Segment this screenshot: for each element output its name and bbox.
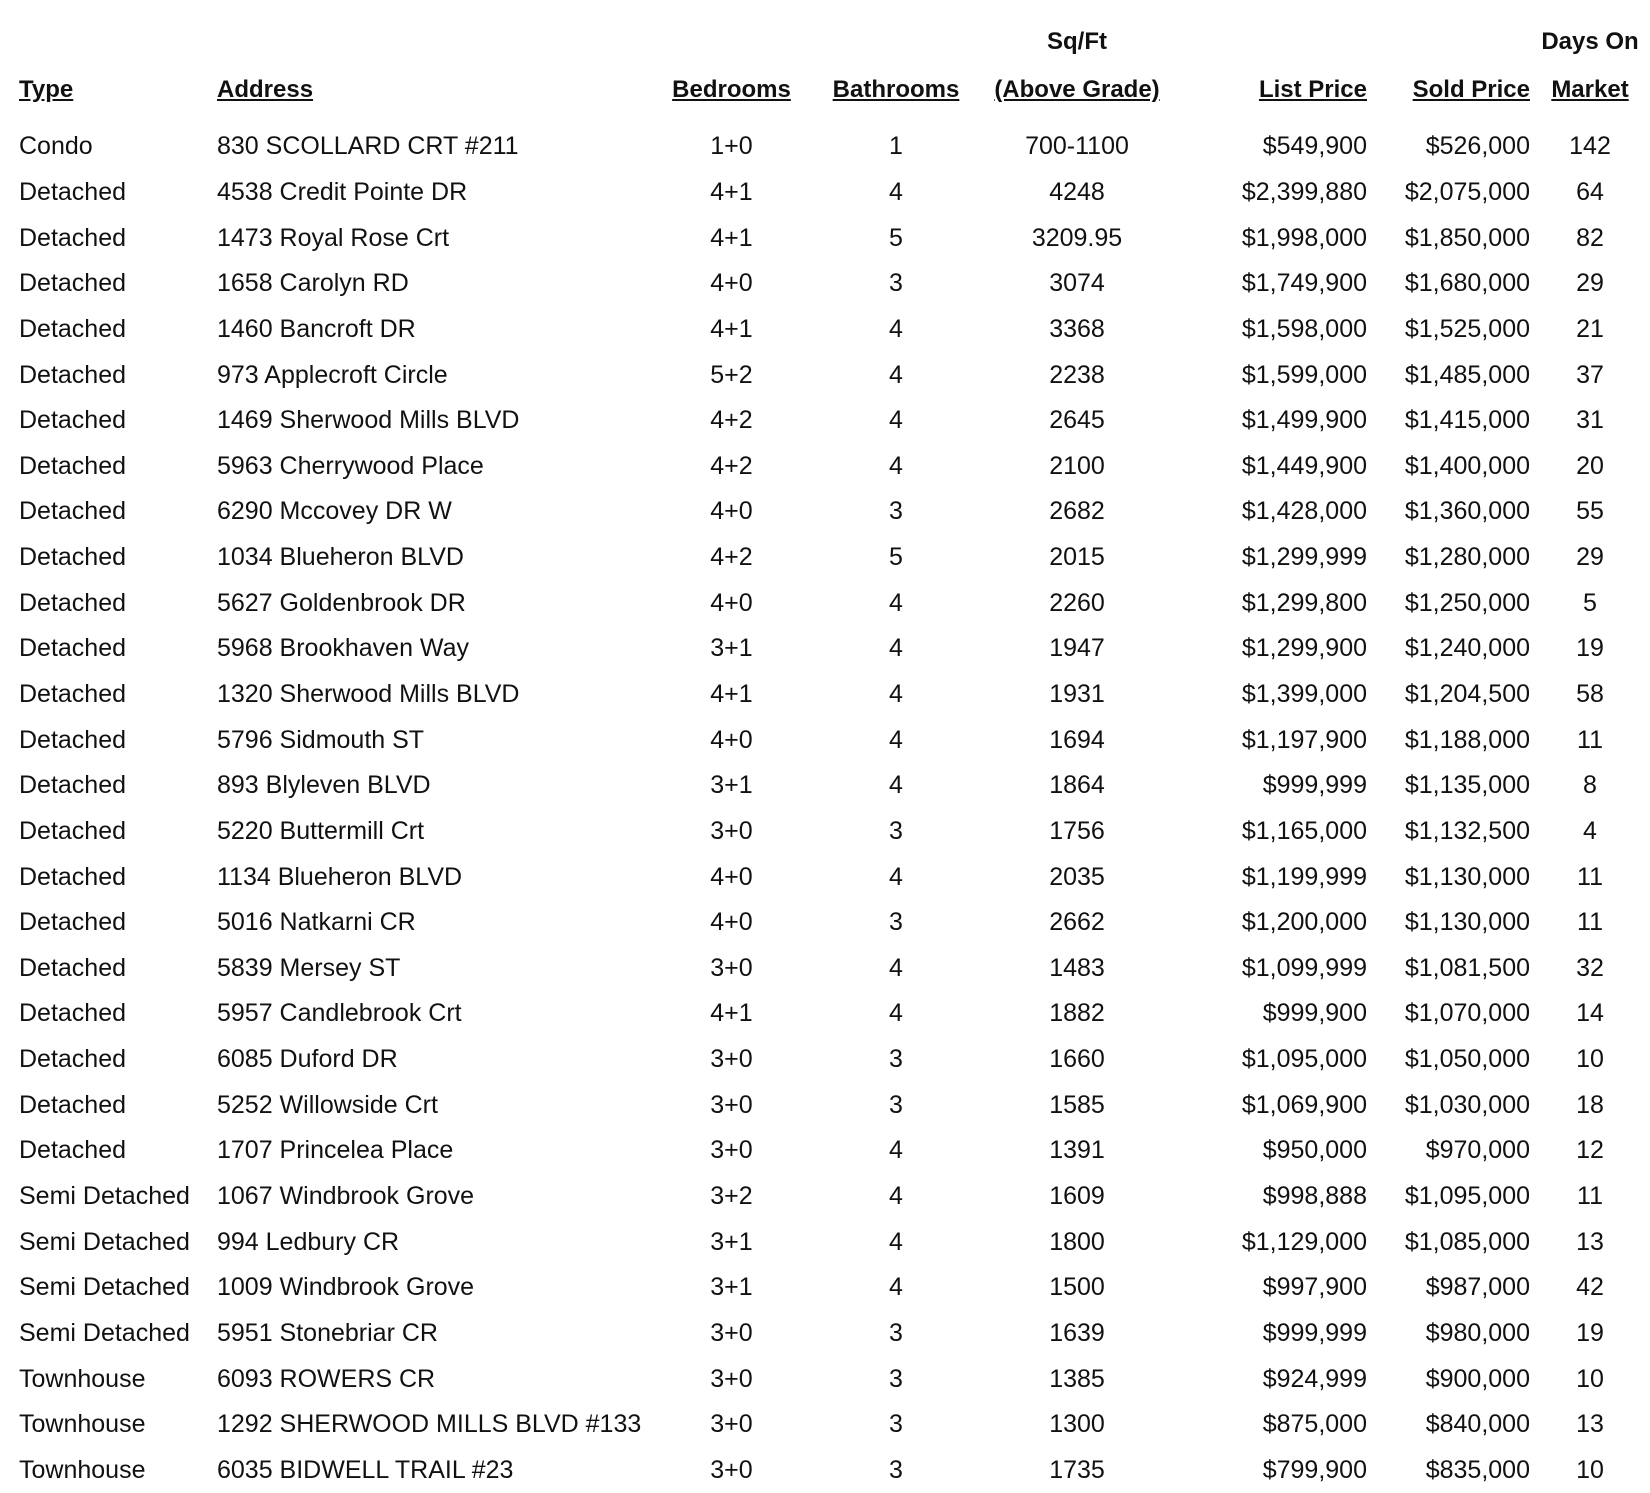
- cell-address: 1134 Blueheron BLVD: [217, 862, 463, 891]
- cell-list-price: $549,900: [1262, 132, 1367, 161]
- cell-days-on-market: 11: [1577, 725, 1603, 754]
- cell-type: Detached: [19, 177, 127, 206]
- cell-bedrooms: 5+2: [710, 360, 753, 389]
- cell-sqft: 1385: [1049, 1364, 1105, 1393]
- table-row: [0, 1174, 1650, 1220]
- header-address: Address: [217, 76, 314, 103]
- cell-sqft: 2015: [1049, 543, 1105, 572]
- cell-bedrooms: 4+1: [710, 223, 753, 252]
- cell-sold-price: $980,000: [1425, 1318, 1530, 1347]
- cell-address: 5839 Mersey ST: [217, 953, 401, 982]
- cell-sqft: 2260: [1049, 588, 1105, 617]
- cell-list-price: $1,069,900: [1241, 1090, 1367, 1119]
- table-row: [0, 946, 1650, 992]
- cell-sqft: 700-1100: [1025, 132, 1129, 161]
- cell-type: Condo: [19, 132, 93, 161]
- table-row: [0, 535, 1650, 581]
- cell-list-price: $1,299,900: [1241, 634, 1367, 663]
- cell-sold-price: $1,240,000: [1404, 634, 1530, 663]
- cell-bedrooms: 3+0: [710, 1455, 753, 1484]
- cell-list-price: $1,299,800: [1241, 588, 1367, 617]
- header-type: Type: [19, 76, 74, 103]
- cell-bathrooms: 3: [889, 1364, 903, 1393]
- cell-sold-price: $1,250,000: [1404, 588, 1530, 617]
- cell-sold-price: $1,360,000: [1404, 497, 1530, 526]
- cell-type: Detached: [19, 1045, 127, 1074]
- cell-sold-price: $1,085,000: [1404, 1227, 1530, 1256]
- cell-sold-price: $1,132,500: [1404, 816, 1530, 845]
- cell-list-price: $875,000: [1262, 1410, 1367, 1439]
- cell-bathrooms: 5: [889, 543, 903, 572]
- cell-type: Detached: [19, 269, 127, 298]
- cell-address: 5016 Natkarni CR: [217, 908, 416, 937]
- cell-sqft: 4248: [1049, 177, 1105, 206]
- cell-bathrooms: 4: [889, 999, 903, 1028]
- cell-sqft: 1483: [1049, 953, 1105, 982]
- cell-bathrooms: 3: [889, 1045, 903, 1074]
- cell-address: 973 Applecroft Circle: [217, 360, 448, 389]
- cell-bedrooms: 4+0: [710, 497, 753, 526]
- cell-type: Detached: [19, 908, 127, 937]
- cell-address: 4538 Credit Pointe DR: [217, 177, 468, 206]
- cell-type: Detached: [19, 451, 127, 480]
- cell-sold-price: $1,280,000: [1404, 543, 1530, 572]
- cell-bathrooms: 3: [889, 1455, 903, 1484]
- cell-bathrooms: 4: [889, 680, 903, 708]
- cell-type: Detached: [19, 816, 127, 845]
- table-row: [0, 717, 1650, 763]
- table-row: [0, 114, 1650, 170]
- cell-days-on-market: 42: [1576, 1273, 1604, 1302]
- cell-bathrooms: 4: [889, 451, 903, 480]
- table-row: [0, 626, 1650, 672]
- table-row: [0, 900, 1650, 946]
- cell-address: 893 Blyleven BLVD: [217, 771, 431, 800]
- cell-bathrooms: 4: [889, 406, 903, 435]
- cell-days-on-market: 142: [1569, 132, 1611, 161]
- header-row: [0, 18, 1650, 114]
- table-row: [0, 1402, 1650, 1448]
- cell-bedrooms: 1+0: [710, 132, 753, 161]
- table-row: [0, 854, 1650, 900]
- cell-bedrooms: 3+0: [710, 1318, 753, 1347]
- cell-sold-price: $900,000: [1425, 1364, 1530, 1393]
- table-row: [0, 261, 1650, 307]
- table-row: [0, 398, 1650, 444]
- cell-bathrooms: 4: [889, 314, 903, 343]
- cell-address: 1320 Sherwood Mills BLVD: [217, 680, 520, 708]
- cell-sold-price: $1,130,000: [1404, 908, 1530, 937]
- cell-type: Detached: [19, 680, 127, 708]
- cell-bedrooms: 4+2: [710, 406, 753, 435]
- cell-list-price: $999,900: [1262, 999, 1367, 1028]
- cell-days-on-market: 31: [1576, 406, 1604, 435]
- cell-sqft: 1694: [1049, 725, 1105, 754]
- cell-type: Semi Detached: [19, 1182, 190, 1211]
- cell-type: Townhouse: [19, 1410, 146, 1439]
- cell-list-price: $1,197,900: [1241, 725, 1367, 754]
- cell-bathrooms: 3: [889, 497, 903, 526]
- cell-type: Detached: [19, 360, 127, 389]
- cell-address: 5963 Cherrywood Place: [217, 451, 484, 480]
- cell-sqft: 1660: [1049, 1045, 1105, 1074]
- table-row: [0, 1128, 1650, 1174]
- cell-bedrooms: 3+0: [710, 1410, 753, 1439]
- cell-sqft: 1800: [1049, 1227, 1105, 1256]
- cell-type: Detached: [19, 634, 127, 663]
- cell-type: Detached: [19, 953, 127, 982]
- cell-list-price: $1,165,000: [1241, 816, 1367, 845]
- cell-days-on-market: 29: [1576, 543, 1604, 572]
- cell-list-price: $1,749,900: [1241, 269, 1367, 298]
- cell-bathrooms: 4: [889, 725, 903, 754]
- cell-days-on-market: 5: [1583, 588, 1597, 617]
- cell-address: 5968 Brookhaven Way: [217, 634, 470, 663]
- table-row: [0, 1311, 1650, 1357]
- cell-address: 994 Ledbury CR: [217, 1227, 400, 1256]
- cell-sqft: 1500: [1049, 1273, 1105, 1302]
- cell-bathrooms: 4: [889, 1273, 903, 1302]
- cell-address: 5627 Goldenbrook DR: [217, 588, 466, 617]
- cell-bedrooms: 4+0: [710, 588, 753, 617]
- cell-bathrooms: 1: [889, 132, 903, 161]
- cell-bedrooms: 4+1: [710, 177, 753, 206]
- cell-list-price: $1,499,900: [1241, 406, 1367, 435]
- table-row: [0, 352, 1650, 398]
- cell-sold-price: $840,000: [1425, 1410, 1530, 1439]
- table-row: [0, 1037, 1650, 1083]
- cell-days-on-market: 64: [1576, 177, 1604, 206]
- cell-type: Detached: [19, 862, 127, 891]
- cell-address: 5957 Candlebrook Crt: [217, 999, 462, 1028]
- cell-sold-price: $987,000: [1425, 1273, 1530, 1302]
- cell-list-price: $999,999: [1262, 771, 1367, 800]
- cell-bathrooms: 3: [889, 816, 903, 845]
- header-sqft: [978, 18, 1176, 114]
- cell-days-on-market: 21: [1576, 314, 1604, 343]
- cell-sold-price: $1,050,000: [1404, 1045, 1530, 1074]
- cell-days-on-market: 4: [1583, 816, 1597, 845]
- cell-bedrooms: 4+1: [710, 680, 753, 708]
- cell-sqft: 2682: [1049, 497, 1105, 526]
- cell-list-price: $1,095,000: [1241, 1045, 1367, 1074]
- cell-address: 5220 Buttermill Crt: [217, 816, 425, 845]
- cell-sold-price: $526,000: [1425, 132, 1530, 161]
- cell-address: 830 SCOLLARD CRT #211: [217, 132, 519, 161]
- cell-days-on-market: 58: [1576, 680, 1604, 708]
- cell-sold-price: $1,188,000: [1404, 725, 1530, 754]
- cell-bedrooms: 4+0: [710, 908, 753, 937]
- cell-bathrooms: 5: [889, 223, 903, 252]
- cell-list-price: $1,598,000: [1241, 314, 1367, 343]
- cell-list-price: $1,099,999: [1241, 953, 1367, 982]
- cell-days-on-market: 10: [1576, 1045, 1604, 1074]
- cell-days-on-market: 13: [1576, 1410, 1604, 1439]
- cell-sqft: 1947: [1049, 634, 1105, 663]
- cell-days-on-market: 8: [1583, 771, 1597, 800]
- cell-days-on-market: 20: [1576, 451, 1604, 480]
- cell-sold-price: $1,525,000: [1404, 314, 1530, 343]
- cell-address: 1460 Bancroft DR: [217, 314, 416, 343]
- cell-days-on-market: 29: [1576, 269, 1604, 298]
- cell-days-on-market: 19: [1576, 634, 1604, 663]
- cell-bedrooms: 4+2: [710, 451, 753, 480]
- cell-type: Detached: [19, 1136, 127, 1165]
- cell-sqft: 1864: [1049, 771, 1105, 800]
- cell-bedrooms: 4+0: [710, 862, 753, 891]
- table-row: [0, 1082, 1650, 1128]
- table-row: [0, 672, 1650, 718]
- cell-address: 6290 Mccovey DR W: [217, 497, 452, 526]
- cell-sold-price: $1,850,000: [1404, 223, 1530, 252]
- cell-type: Detached: [19, 543, 127, 572]
- table-row: [0, 1265, 1650, 1311]
- cell-type: Semi Detached: [19, 1227, 190, 1256]
- header-bedrooms: Bedrooms: [672, 76, 791, 103]
- cell-sold-price: $2,075,000: [1404, 177, 1530, 206]
- cell-days-on-market: 18: [1576, 1090, 1604, 1119]
- table-row: [0, 1356, 1650, 1402]
- header-list-price: List Price: [1258, 76, 1367, 103]
- cell-bedrooms: 3+1: [710, 1227, 753, 1256]
- cell-list-price: $1,428,000: [1241, 497, 1367, 526]
- cell-days-on-market: 14: [1576, 999, 1604, 1028]
- cell-type: Detached: [19, 406, 127, 435]
- cell-bathrooms: 4: [889, 588, 903, 617]
- cell-sqft: 1882: [1049, 999, 1105, 1028]
- cell-bathrooms: 4: [889, 634, 903, 663]
- cell-bathrooms: 4: [889, 771, 903, 800]
- cell-days-on-market: 55: [1576, 497, 1604, 526]
- cell-list-price: $1,199,999: [1241, 862, 1367, 891]
- cell-days-on-market: 12: [1576, 1136, 1604, 1165]
- cell-address: 1469 Sherwood Mills BLVD: [217, 406, 520, 435]
- cell-bedrooms: 3+0: [710, 1090, 753, 1119]
- cell-sqft: 1931: [1049, 680, 1105, 708]
- cell-type: Detached: [19, 1090, 127, 1119]
- sales-table: [0, 18, 1650, 1493]
- cell-bedrooms: 4+1: [710, 314, 753, 343]
- cell-bathrooms: 4: [889, 1227, 903, 1256]
- cell-type: Detached: [19, 725, 127, 754]
- cell-bathrooms: 4: [889, 1182, 903, 1211]
- cell-type: Detached: [19, 588, 127, 617]
- table-row: [0, 215, 1650, 261]
- cell-type: Detached: [19, 497, 127, 526]
- header-sqft-line1: Sq/Ft: [1047, 28, 1107, 55]
- cell-list-price: $1,129,000: [1241, 1227, 1367, 1256]
- cell-address: 1009 Windbrook Grove: [217, 1273, 475, 1302]
- cell-days-on-market: 11: [1577, 1182, 1603, 1211]
- cell-sold-price: $970,000: [1425, 1136, 1530, 1165]
- cell-bedrooms: 4+0: [710, 725, 753, 754]
- cell-type: Detached: [19, 314, 127, 343]
- cell-sqft: 2035: [1049, 862, 1105, 891]
- cell-list-price: $1,399,000: [1241, 680, 1367, 708]
- cell-sold-price: $835,000: [1425, 1455, 1530, 1484]
- cell-sqft: 1639: [1049, 1318, 1105, 1347]
- cell-address: 1034 Blueheron BLVD: [217, 543, 464, 572]
- cell-address: 1292 SHERWOOD MILLS BLVD #133: [217, 1410, 642, 1439]
- cell-days-on-market: 32: [1576, 953, 1604, 982]
- cell-address: 6035 BIDWELL TRAIL #23: [217, 1455, 514, 1484]
- cell-type: Townhouse: [19, 1364, 146, 1393]
- table-row: [0, 763, 1650, 809]
- cell-sold-price: $1,680,000: [1404, 269, 1530, 298]
- cell-list-price: $997,900: [1262, 1273, 1367, 1302]
- cell-bedrooms: 3+0: [710, 1364, 753, 1393]
- cell-address: 5252 Willowside Crt: [217, 1090, 438, 1119]
- cell-address: 1658 Carolyn RD: [217, 269, 409, 298]
- cell-sold-price: $1,070,000: [1404, 999, 1530, 1028]
- cell-bedrooms: 3+0: [710, 1045, 753, 1074]
- cell-days-on-market: 10: [1576, 1455, 1604, 1484]
- cell-days-on-market: 13: [1576, 1227, 1604, 1256]
- cell-address: 5796 Sidmouth ST: [217, 725, 425, 754]
- cell-days-on-market: 37: [1576, 360, 1604, 389]
- cell-sold-price: $1,135,000: [1404, 771, 1530, 800]
- cell-bedrooms: 3+1: [710, 771, 753, 800]
- cell-sqft: 1585: [1049, 1090, 1105, 1119]
- header-bathrooms: Bathrooms: [832, 76, 960, 103]
- cell-sold-price: $1,030,000: [1404, 1090, 1530, 1119]
- cell-address: 6093 ROWERS CR: [217, 1364, 436, 1393]
- cell-bathrooms: 4: [889, 953, 903, 982]
- cell-bathrooms: 3: [889, 1090, 903, 1119]
- cell-sqft: 2662: [1049, 908, 1105, 937]
- cell-sold-price: $1,204,500: [1404, 680, 1530, 708]
- cell-bedrooms: 3+1: [710, 634, 753, 663]
- cell-address: 5951 Stonebriar CR: [217, 1318, 438, 1347]
- cell-address: 6085 Duford DR: [217, 1045, 398, 1074]
- header-days-line2: Market: [1551, 76, 1629, 103]
- cell-list-price: $1,299,999: [1241, 543, 1367, 572]
- cell-sqft: 3368: [1049, 314, 1105, 343]
- cell-type: Semi Detached: [19, 1318, 190, 1347]
- cell-sqft: 2645: [1049, 406, 1105, 435]
- table-row: [0, 443, 1650, 489]
- cell-sqft: 3074: [1049, 269, 1105, 298]
- cell-bathrooms: 3: [889, 269, 903, 298]
- cell-days-on-market: 19: [1576, 1318, 1604, 1347]
- cell-list-price: $1,599,000: [1241, 360, 1367, 389]
- table-row: [0, 1448, 1650, 1493]
- cell-bedrooms: 3+0: [710, 953, 753, 982]
- header-sold-price: Sold Price: [1412, 76, 1530, 103]
- cell-bathrooms: 4: [889, 1136, 903, 1165]
- cell-bedrooms: 4+1: [710, 999, 753, 1028]
- cell-sold-price: $1,400,000: [1404, 451, 1530, 480]
- table-header: [0, 18, 1650, 114]
- cell-sqft: 1609: [1049, 1182, 1105, 1211]
- cell-type: Detached: [19, 999, 127, 1028]
- cell-sqft: 1735: [1049, 1455, 1105, 1484]
- cell-list-price: $1,998,000: [1241, 223, 1367, 252]
- cell-bedrooms: 3+1: [710, 1273, 753, 1302]
- table-row: [0, 809, 1650, 855]
- header-days-line1: Days On: [1541, 28, 1639, 55]
- cell-bedrooms: 3+0: [710, 816, 753, 845]
- cell-type: Detached: [19, 771, 127, 800]
- cell-bathrooms: 4: [889, 177, 903, 206]
- cell-sold-price: $1,081,500: [1404, 953, 1530, 982]
- cell-days-on-market: 11: [1577, 908, 1603, 937]
- cell-sqft: 3209.95: [1031, 223, 1123, 252]
- cell-list-price: $924,999: [1262, 1364, 1367, 1393]
- cell-days-on-market: 82: [1576, 223, 1604, 252]
- cell-bathrooms: 4: [889, 360, 903, 389]
- cell-address: 1067 Windbrook Grove: [217, 1182, 475, 1211]
- cell-days-on-market: 10: [1576, 1364, 1604, 1393]
- header-days-on-market: [1530, 18, 1650, 114]
- cell-bedrooms: 3+0: [710, 1136, 753, 1165]
- cell-list-price: $1,200,000: [1241, 908, 1367, 937]
- table-row: [0, 489, 1650, 535]
- cell-bathrooms: 3: [889, 1318, 903, 1347]
- header-sqft-line2: (Above Grade): [994, 76, 1160, 103]
- table-row: [0, 170, 1650, 216]
- cell-list-price: $799,900: [1262, 1455, 1367, 1484]
- cell-sqft: 2100: [1049, 451, 1105, 480]
- cell-type: Detached: [19, 223, 127, 252]
- cell-sqft: 1300: [1049, 1410, 1105, 1439]
- table-row: [0, 1219, 1650, 1265]
- cell-address: 1707 Princelea Place: [217, 1136, 454, 1165]
- cell-type: Townhouse: [19, 1455, 146, 1484]
- cell-bedrooms: 3+2: [710, 1182, 753, 1211]
- table-row: [0, 307, 1650, 353]
- cell-bathrooms: 3: [889, 908, 903, 937]
- cell-sqft: 1756: [1049, 816, 1105, 845]
- cell-list-price: $2,399,880: [1241, 177, 1367, 206]
- cell-bedrooms: 4+0: [710, 269, 753, 298]
- cell-sold-price: $1,415,000: [1404, 406, 1530, 435]
- table-row: [0, 991, 1650, 1037]
- cell-sold-price: $1,095,000: [1404, 1182, 1530, 1211]
- cell-list-price: $1,449,900: [1241, 451, 1367, 480]
- cell-list-price: $999,999: [1262, 1318, 1367, 1347]
- cell-bathrooms: 4: [889, 862, 903, 891]
- cell-list-price: $950,000: [1262, 1136, 1367, 1165]
- cell-bathrooms: 3: [889, 1410, 903, 1439]
- cell-sqft: 2238: [1049, 360, 1105, 389]
- table-body: [0, 114, 1650, 1493]
- cell-bedrooms: 4+2: [710, 543, 753, 572]
- cell-list-price: $998,888: [1262, 1182, 1367, 1211]
- cell-address: 1473 Royal Rose Crt: [217, 223, 450, 252]
- cell-days-on-market: 11: [1577, 862, 1603, 891]
- cell-type: Semi Detached: [19, 1273, 190, 1302]
- table-row: [0, 580, 1650, 626]
- cell-sold-price: $1,130,000: [1404, 862, 1530, 891]
- cell-sold-price: $1,485,000: [1404, 360, 1530, 389]
- cell-sqft: 1391: [1049, 1136, 1105, 1165]
